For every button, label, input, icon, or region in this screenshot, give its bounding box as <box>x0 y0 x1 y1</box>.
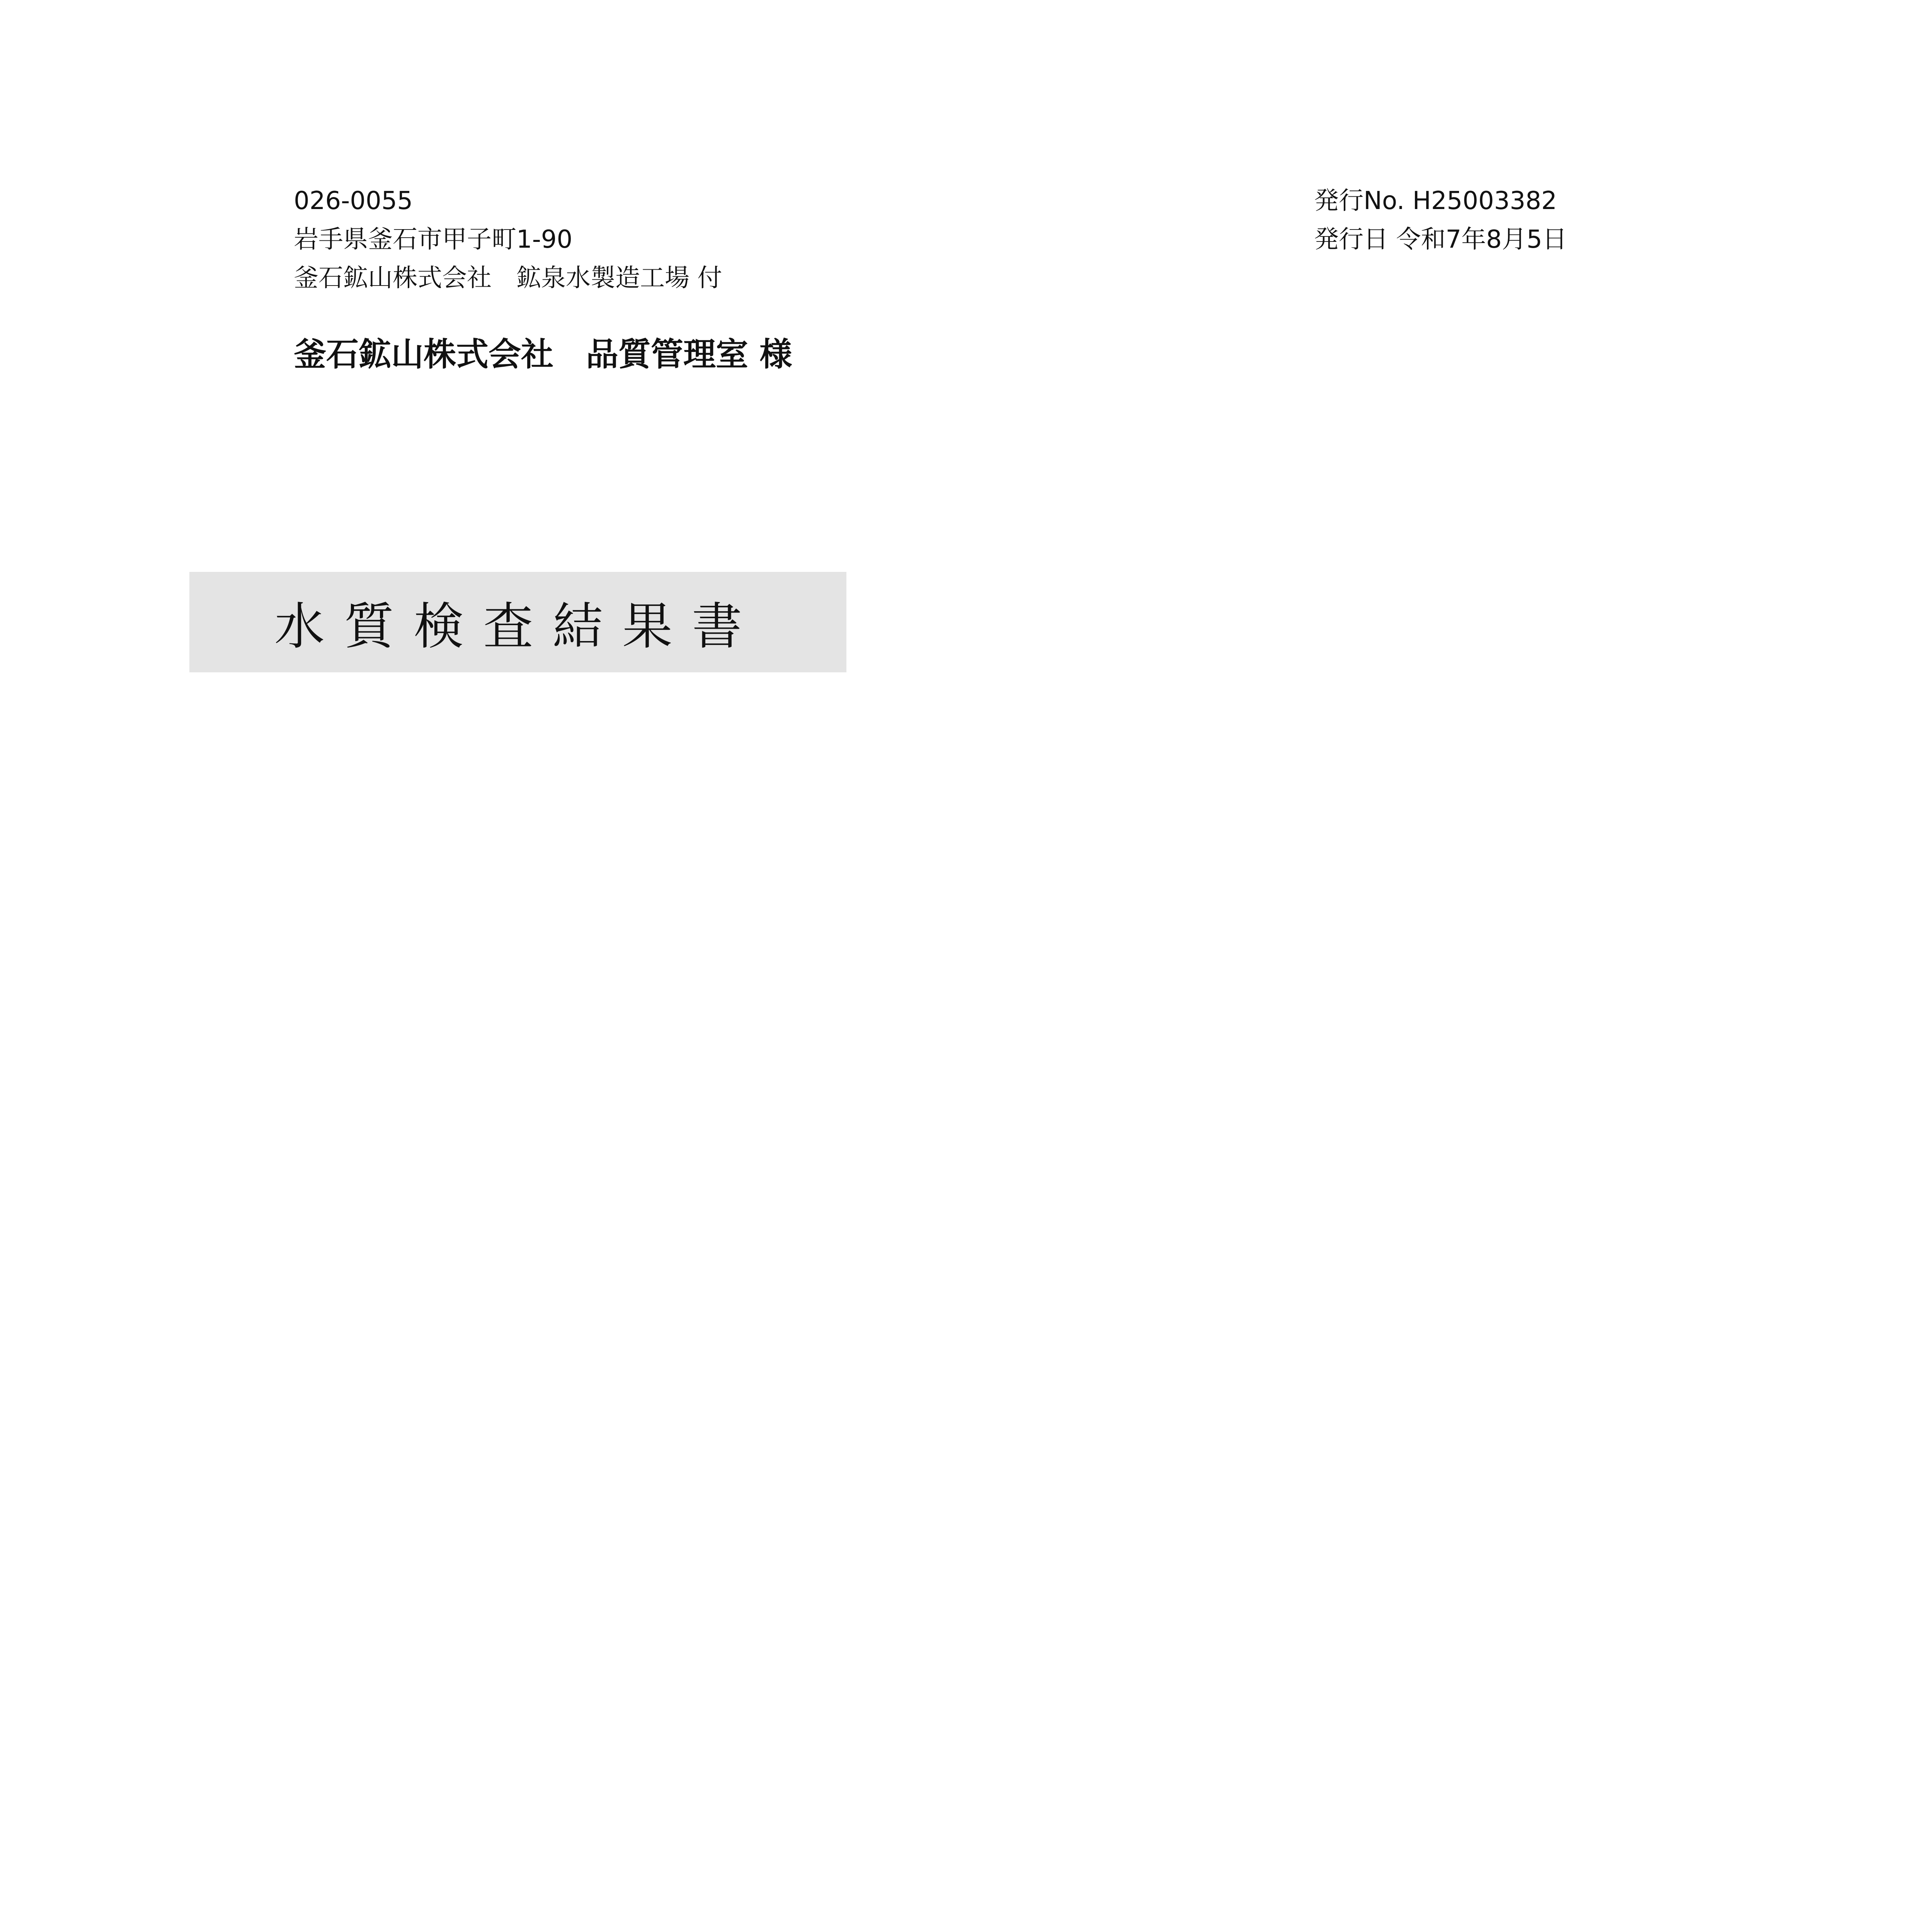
issue-date: 発行日 令和7年8月5日 <box>1314 225 1567 254</box>
title-box <box>189 572 846 672</box>
sender-address-block <box>294 182 722 298</box>
sender-address: 岩手県釜石市甲子町1-90 <box>294 225 573 254</box>
issue-info <box>1314 182 1567 259</box>
sender-postal-code: 026-0055 <box>294 187 413 215</box>
issue-number: 発行No. H25003382 <box>1314 187 1557 215</box>
addressee: 釜石鉱山株式会社 品質管理室 様 <box>294 335 792 373</box>
sender-company: 釜石鉱山株式会社 鉱泉水製造工場 付 <box>294 264 722 293</box>
document-title: 水質検査結果書 <box>274 597 761 656</box>
